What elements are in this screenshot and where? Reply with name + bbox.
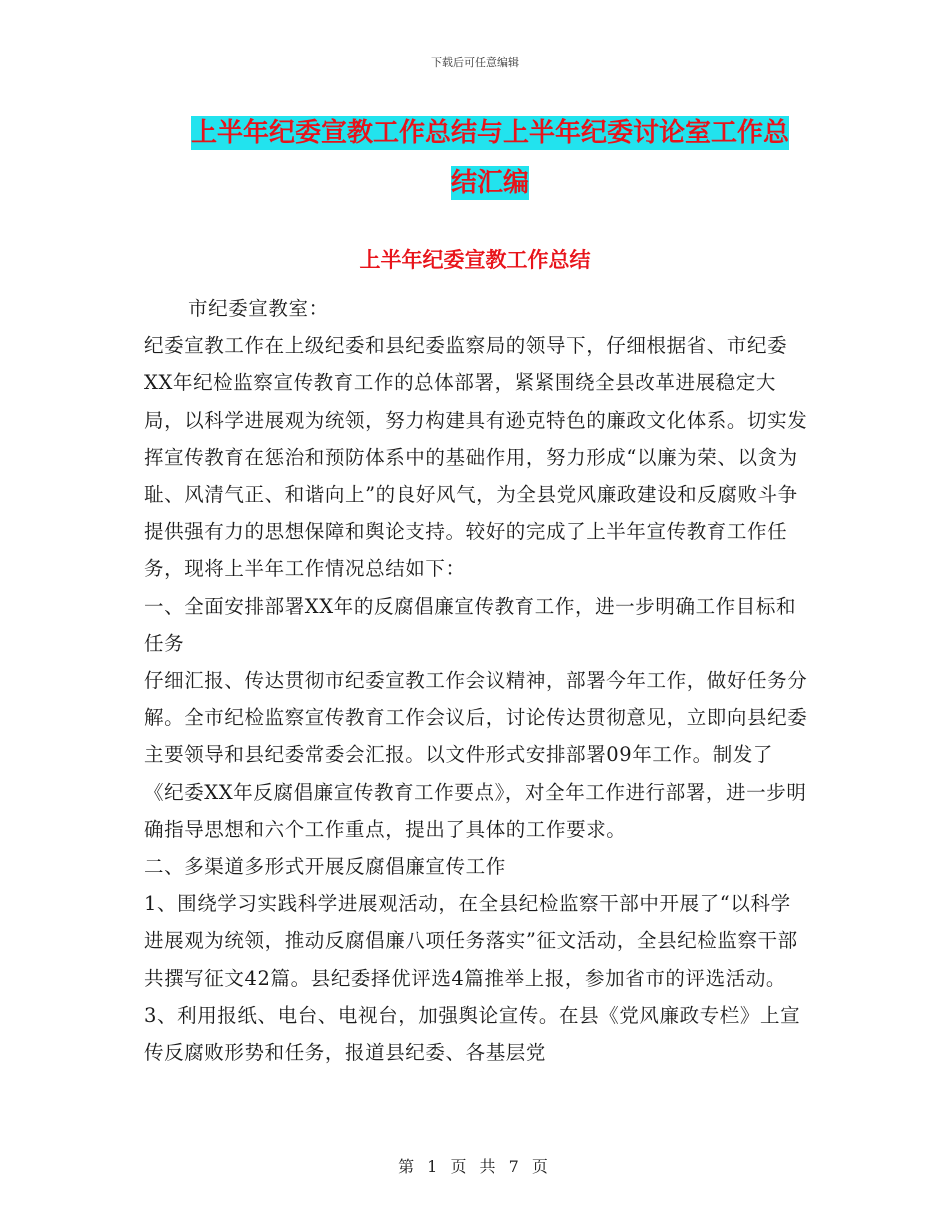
paragraph-section-1: 仔细汇报、传达贯彻市纪委宣教工作会议精神，部署今年工作，做好任务分解。全市纪检监察宣传教育工作会议后，讨论传达贯彻意见，立即向县纪委主要领导和县纪委常委会汇报。以文件形式安排部署09年工作。制发了《纪委XX年反腐倡廉宣传教育工作要点》，对全年工作进行部署，进一步明确指导思想和六个工作重点，提出了具体的工作要求。 [144, 669, 808, 841]
document-title [140, 108, 840, 208]
document-title-line-2: 结汇编 [450, 168, 529, 198]
document-title-line-1: 上半年纪委宣教工作总结与上半年纪委讨论室工作总 [190, 118, 789, 148]
page-footer: 第 1 页 共 7 页 [398, 1157, 552, 1176]
paragraph-section-2: 1、围绕学习实践科学进展观活动，在全县纪检监察干部中开展了“以科学进展观为统领，推动反腐倡廉八项任务落实”征文活动，全县纪检监察干部共撰写征文42篇。县纪委择优评选4篇推举上报，参加省市的评选活动。 3、利用报纸、电台、电视台，加强舆论宣传。在县《党风廉政专栏》上宣传反腐败形势和任务，报道县纪委、各基层党 [144, 892, 801, 1065]
body-text [144, 290, 808, 1071]
heading-section-1: 一、全面安排部署XX年的反腐倡廉宣传教育工作，进一步明确工作目标和任务 [144, 594, 797, 655]
paragraph-intro: 纪委宣教工作在上级纪委和县纪委监察局的领导下，仔细根据省、市纪委XX年纪检监察宣传教育工作的总体部署，紧紧围绕全县改革进展稳定大局，以科学进展观为统领，努力构建具有逊克特色的廉政文化体系。切实发挥宣传教育在惩治和预防体系中的基础作用，努力形成“以廉为荣、以贪为耻、风清气正、和谐向上”的良好风气，为全县党风廉政建设和反腐败斗争提供强有力的思想保障和舆论支持。较好的完成了上半年宣传教育工作任务，现将上半年工作情况总结如下： [144, 334, 808, 581]
header-note: 下载后可任意编辑 [431, 56, 519, 69]
section-title: 上半年纪委宣教工作总结 [359, 248, 591, 272]
salutation: 市纪委宣教室： [188, 297, 329, 320]
heading-section-2: 二、多渠道多形式开展反腐倡廉宣传工作 [144, 855, 506, 879]
